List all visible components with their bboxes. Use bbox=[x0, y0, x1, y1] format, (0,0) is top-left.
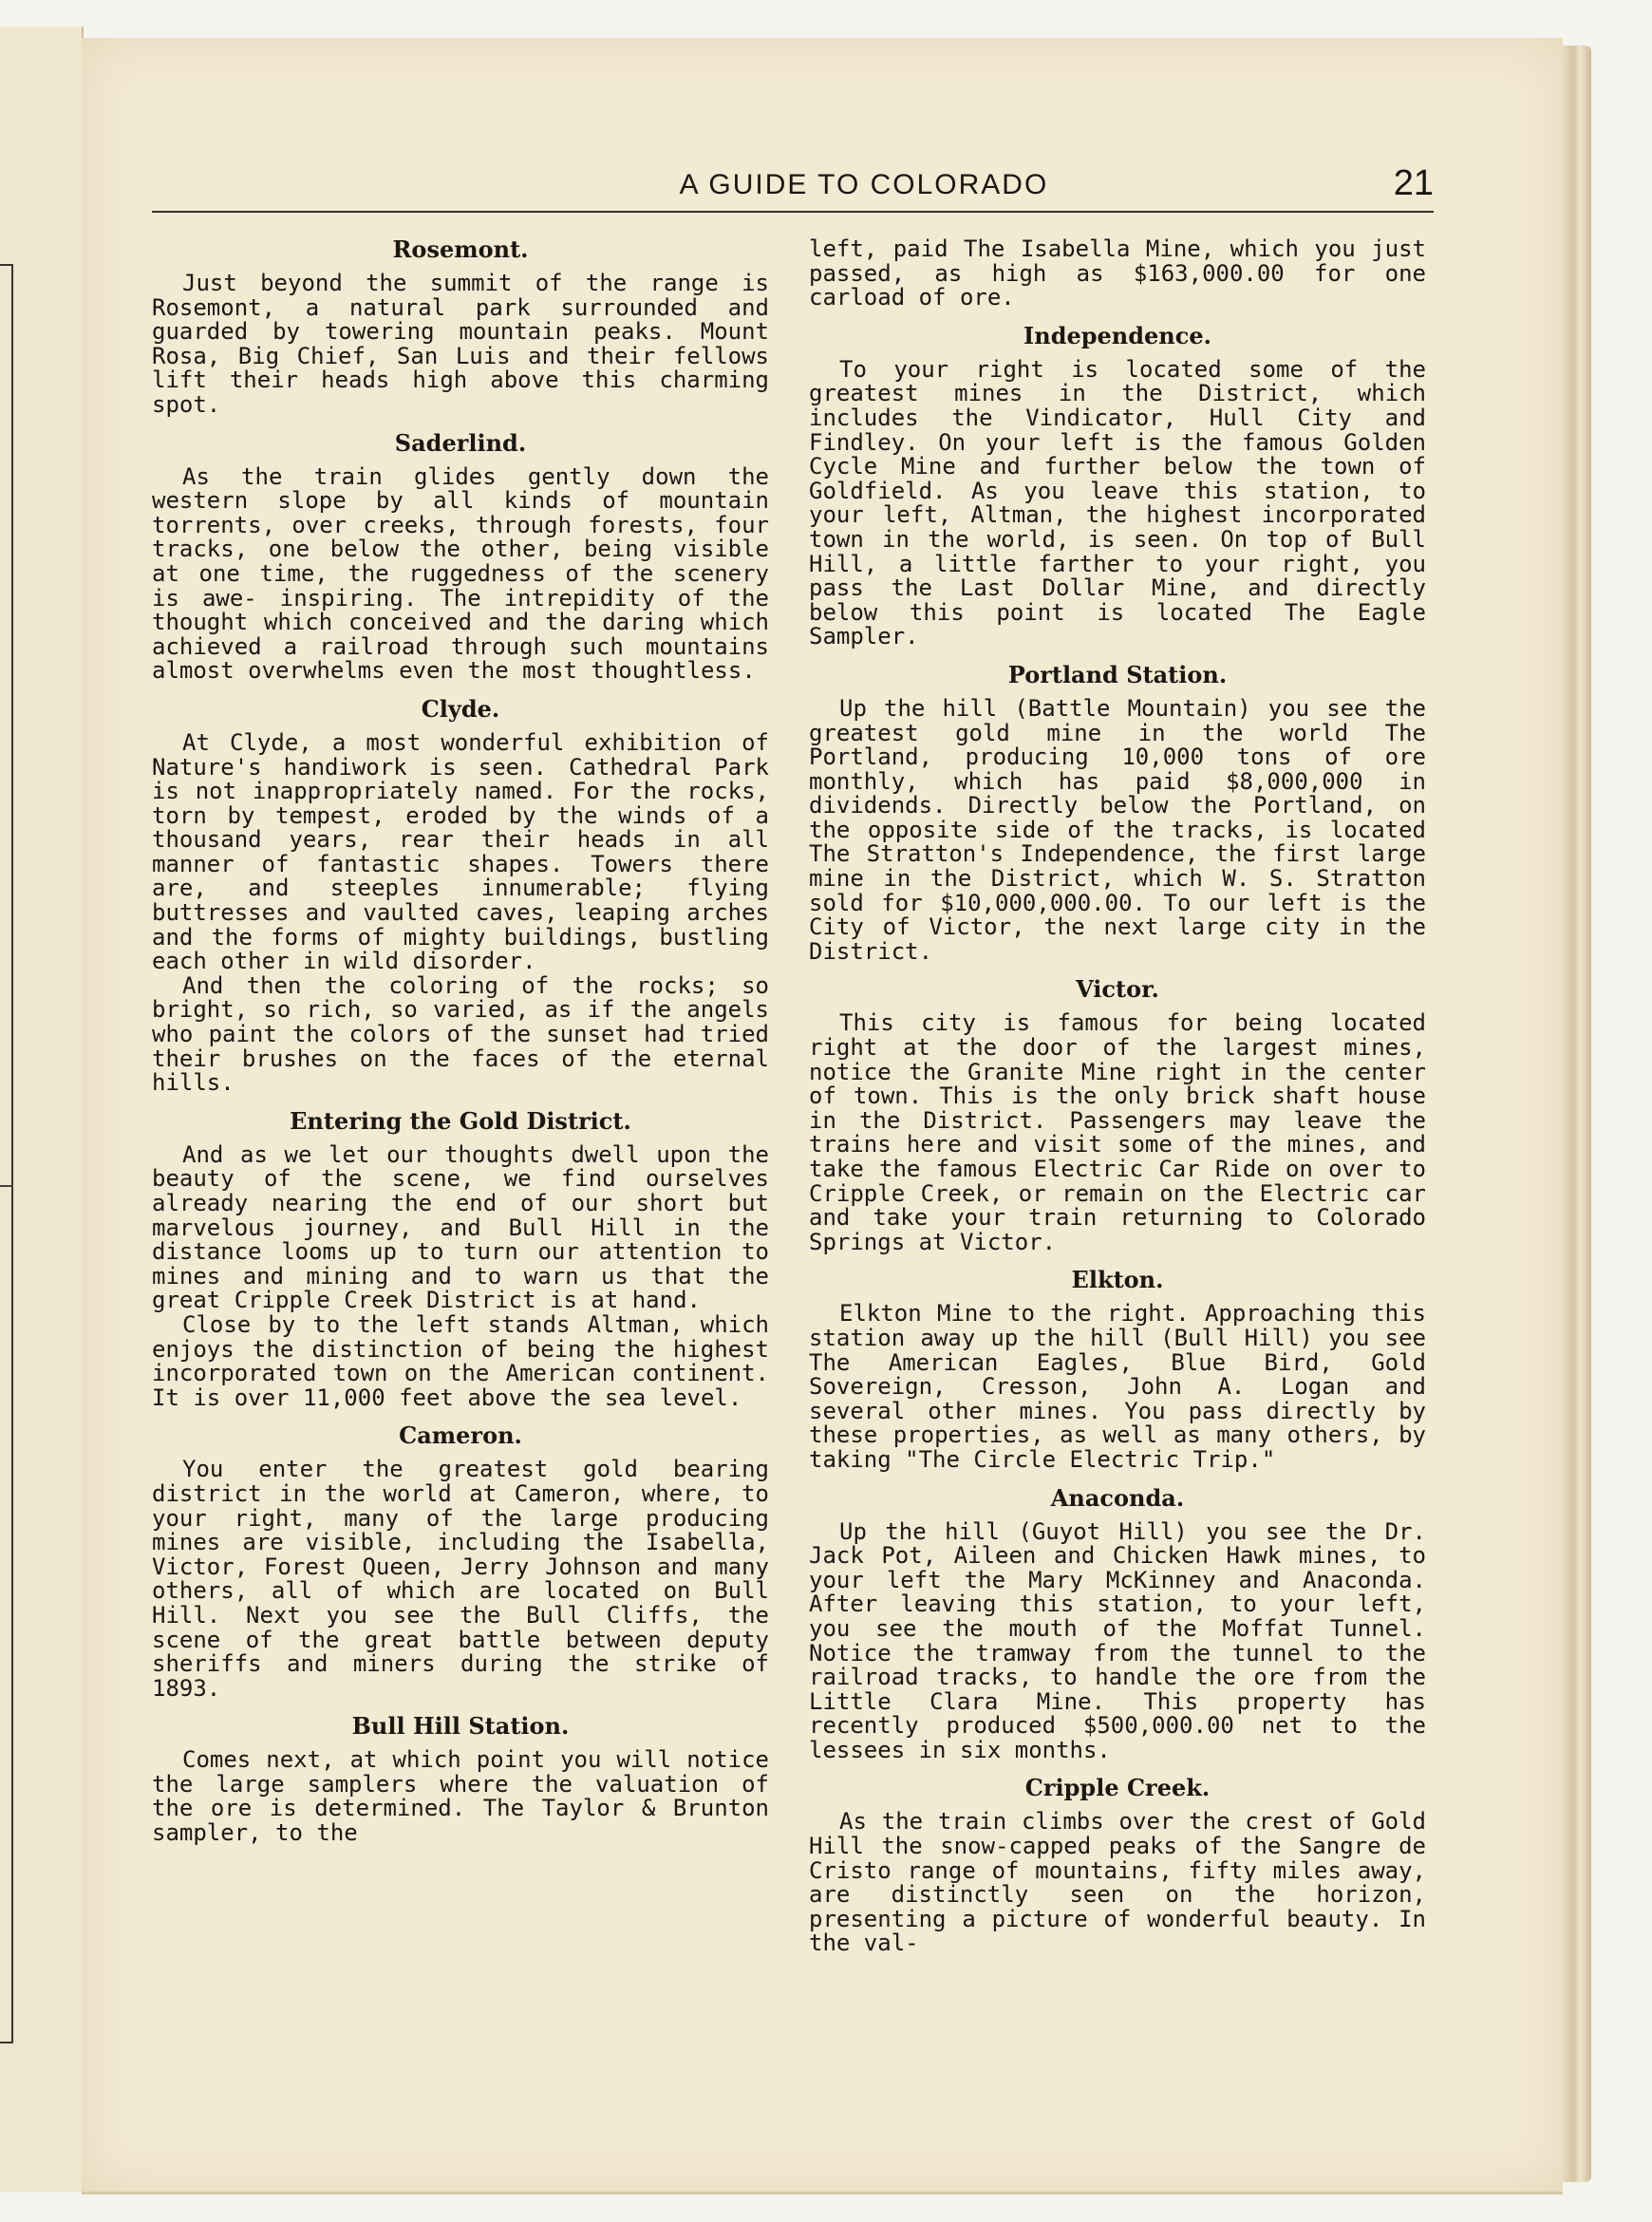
section-heading-victor: Victor. bbox=[1076, 975, 1159, 1004]
running-header bbox=[152, 163, 1434, 217]
section-heading-bull-hill: Bull Hill Station. bbox=[351, 1712, 570, 1741]
section-heading-portland: Portland Station. bbox=[1007, 660, 1228, 688]
header-rule bbox=[152, 211, 1434, 213]
section-heading-rosemont: Rosemont. bbox=[392, 235, 529, 263]
paragraph-gold-district-2: Close by to the left stands Altman, which enjoys the distinction of being the highest incorporated town on the American continent. It is over 11,000 feet above the sea level. bbox=[152, 1310, 769, 1411]
paragraph-portland: Up the hill (Battle Mountain) you see the greatest gold mine in the world The Portland, producing 10,000 tons of ore monthly, which has paid $8,000,000 in dividends. Directly below the Portland, on the opposite side of the tracks, is located The Stratton's Independence, the first large mine in the District, which W. S. Stratton sold for $10,000,000.00. To our left is the City of Victor, the next large city in the District. bbox=[809, 694, 1426, 965]
running-title: A GUIDE TO COLORADO bbox=[679, 169, 1049, 200]
section-heading-elkton: Elkton. bbox=[1071, 1266, 1164, 1294]
paragraph-cripple-creek: As the train climbs over the crest of Gold Hill the snow-capped peaks of the Sangre de Cristo range of mountains, fifty miles away, are distinctly seen on the horizon, presenting a picture of wonderful beauty. In the val- bbox=[809, 1808, 1426, 1957]
right-column bbox=[809, 237, 1426, 1956]
previous-page-mark bbox=[0, 1185, 13, 1187]
section-heading-gold-district: Entering the Gold District. bbox=[290, 1106, 631, 1135]
page-stack-edge bbox=[1563, 46, 1591, 2182]
section-heading-anaconda: Anaconda. bbox=[1050, 1483, 1185, 1512]
section-heading-cripple-creek: Cripple Creek. bbox=[1024, 1774, 1211, 1802]
paragraph-bull-hill: Comes next, at which point you will notice the large samplers where the valuation of the ore is determined. The Taylor & Brunton sampler, to the bbox=[152, 1746, 769, 1847]
paragraph-victor: This city is famous for being located right at the door of the largest mines, notice the Granite Mine right in the center of town. This is the only brick shaft house in the District. Passengers may leave the trains here and visit some of the mines, and take the famous Electric Car Ride on over to Cripple Creek, or remain on the Electric car and take your train returning to Colorado Springs at Victor. bbox=[809, 1009, 1426, 1255]
previous-page-edge bbox=[0, 27, 84, 2192]
section-heading-cameron: Cameron. bbox=[399, 1422, 522, 1450]
paragraph-cameron: You enter the greatest gold bearing district in the world at Cameron, where, to your right, many of the large producing mines are visible, including the Isabella, Victor, Forest Queen, Jerry Johnson and many others, all of which are located on Bull Hill. Next you see the Bull Cliffs, the scene of the great battle between deputy sheriffs and miners during the strike of 1893. bbox=[152, 1456, 769, 1702]
page-number: 21 bbox=[1393, 163, 1434, 203]
left-column bbox=[152, 237, 769, 1846]
section-heading-clyde: Clyde. bbox=[421, 694, 500, 723]
paragraph-rosemont: Just beyond the summit of the range is Rosemont, a natural park surrounded and guarded by towering mountain peaks. Mount Rosa, Big Chief, San Luis and their fellows lift their heads high above this charming spot. bbox=[152, 270, 769, 418]
paragraph-continuation: left, paid The Isabella Mine, which you just passed, as high as $163,000.00 for one carload of ore. bbox=[809, 235, 1426, 311]
paragraph-saderlind: As the train glides gently down the western slope by all kinds of mountain torrents, over creeks, through forests, four tracks, one below the other, being visible at one time, the ruggedness of the scenery is awe- inspiring. The intrepidity of the thought which conceived and the daring which achieved a railroad through such mountains almost overwhelms even the most thoughtless. bbox=[152, 462, 769, 685]
section-heading-independence: Independence. bbox=[1023, 321, 1211, 349]
paragraph-clyde-1: At Clyde, a most wonderful exhibition of Nature's handiwork is seen. Cathedral Park is not inappropriately named. For the rocks, torn by tempest, eroded by the winds of a thousand years, rear their heads in all manner of fantastic shapes. Towers there are, and steeples innumerable; flying buttresses and vaulted caves, leaping arches and the forms of mighty buildings, bustling each other in wild disorder. bbox=[152, 728, 769, 975]
paragraph-anaconda: Up the hill (Guyot Hill) you see the Dr. Jack Pot, Aileen and Chicken Hawk mines, to your left the Mary McKinney and Anaconda. After leaving this station, to your left, you see the mouth of the Moffat Tunnel. Notice the tramway from the tunnel to the railroad tracks, to handle the ore from the Little Clara Mine. This property has recently produced $500,000.00 net to the lessees in six months. bbox=[809, 1517, 1426, 1763]
paragraph-gold-district-1: And as we let our thoughts dwell upon the beauty of the scene, we find ourselves already nearing the end of our short but marvelous journey, and Bull Hill in the distance looms up to turn our attention to mines and mining and to warn us that the great Cripple Creek District is at hand. bbox=[152, 1140, 769, 1314]
paragraph-clyde-2: And then the coloring of the rocks; so bright, so rich, so varied, as if the angels who paint the colors of the sunset had tried their brushes on the faces of the eternal hills. bbox=[152, 971, 769, 1097]
paragraph-elkton: Elkton Mine to the right. Approaching this station away up the hill (Bull Hill) you see The American Eagles, Blue Bird, Gold Sovereign, Cresson, John A. Logan and several other mines. You pass directly by these properties, as well as many others, by taking "The Circle Electric Trip." bbox=[809, 1300, 1426, 1473]
paragraph-independence: To your right is located some of the greatest mines in the District, which includes the Vindicator, Hull City and Findley. On your left is the famous Golden Cycle Mine and further below the town of Goldfield. As you leave this station, to your left, Altman, the highest incorporated town in the world, is seen. On top of Bull Hill, a little farther to your right, you pass the Last Dollar Mine, and directly below this point is located The Eagle Sampler. bbox=[809, 355, 1426, 650]
section-heading-saderlind: Saderlind. bbox=[394, 428, 527, 457]
previous-page-border bbox=[0, 264, 13, 2043]
